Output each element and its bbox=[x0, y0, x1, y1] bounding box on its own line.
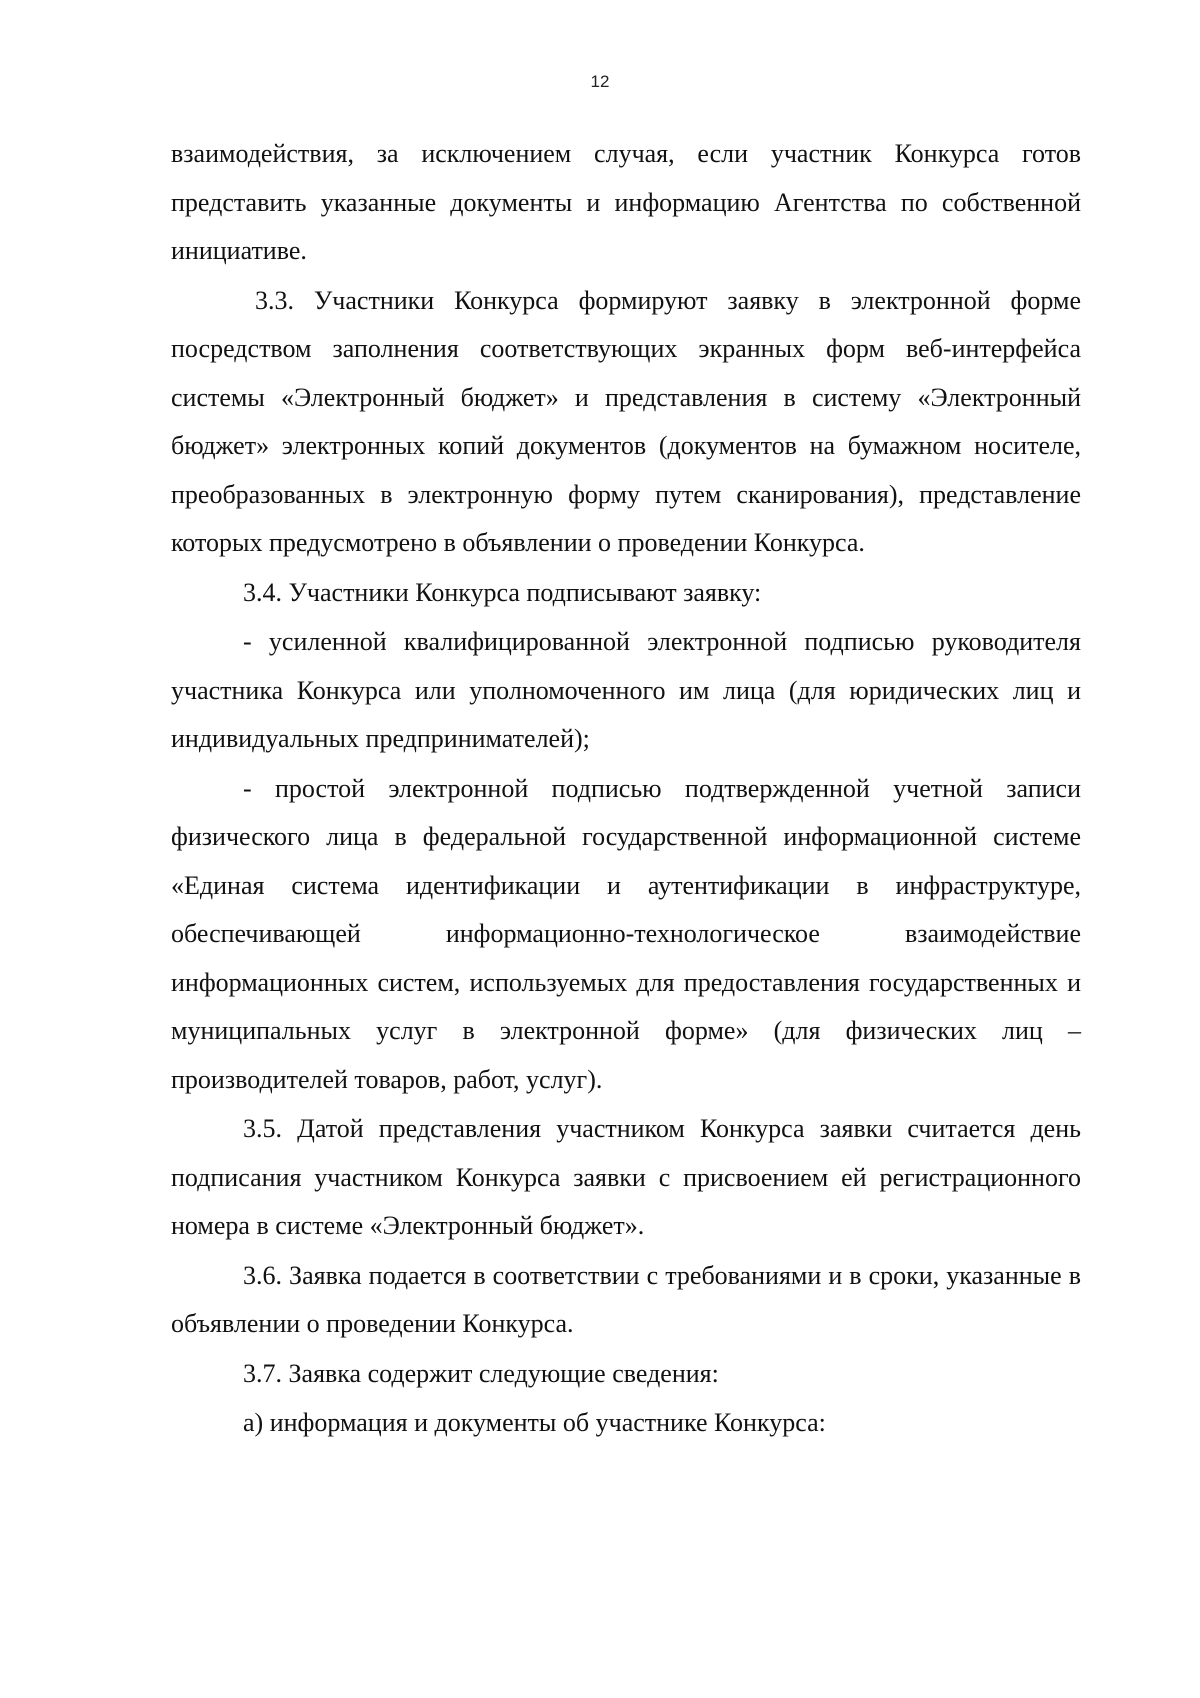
paragraph-3-7: 3.7. Заявка содержит следующие сведения: bbox=[243, 1358, 719, 1388]
list-item-a: а) информация и документы об участнике Конкурса: bbox=[243, 1408, 826, 1437]
paragraph-3-6: 3.6. Заявка подается в соответствии с требованиями и в сроки, указанные в объявлении о проведении Конкурса. bbox=[171, 1260, 1081, 1338]
paragraph-3-3: 3.3. Участники Конкурса формируют заявку в электронной форме посредством заполнения соответствующих экранных форм веб-интерфейса системы «Электронный бюджет» и представления в систему «Электронный бюджет» электронных копий документов (документов на бумажном носителе, преобразованных в электронную форму путем сканирования), представление которых предусмотрено в объявлении о проведении Конкурса. bbox=[171, 285, 1081, 557]
list-item-qualified-signature: - усиленной квалифицированной электронной подписью руководителя участника Конкурса или уполномоченного им лица (для юридических лиц и индивидуальных предпринимателей); bbox=[171, 627, 1081, 753]
paragraph-3-5: 3.5. Датой представления участником Конкурса заявки считается день подписания участником Конкурса заявки с присвоением ей регистрационного номера в системе «Электронный бюджет». bbox=[171, 1114, 1081, 1240]
page-number: 12 bbox=[590, 72, 610, 91]
list-item-simple-signature: - простой электронной подписью подтвержденной учетной записи физического лица в федеральной государственной информационной системе «Единая система идентификации и аутентификации в инфраструктуре, обеспечивающей информационно-технологическое взаимодействие информационных систем, используемых для предоставления государственных и муниципальных услуг в электронной форме» (для физических лиц – производителей товаров, работ, услуг). bbox=[171, 773, 1081, 1094]
paragraph-continuation: взаимодействия, за исключением случая, если участник Конкурса готов представить указанные документы и информацию Агентства по собственной инициативе. bbox=[171, 139, 1081, 265]
paragraph-3-4: 3.4. Участники Конкурса подписывают заявку: bbox=[243, 577, 762, 607]
document-body bbox=[171, 130, 1081, 1448]
